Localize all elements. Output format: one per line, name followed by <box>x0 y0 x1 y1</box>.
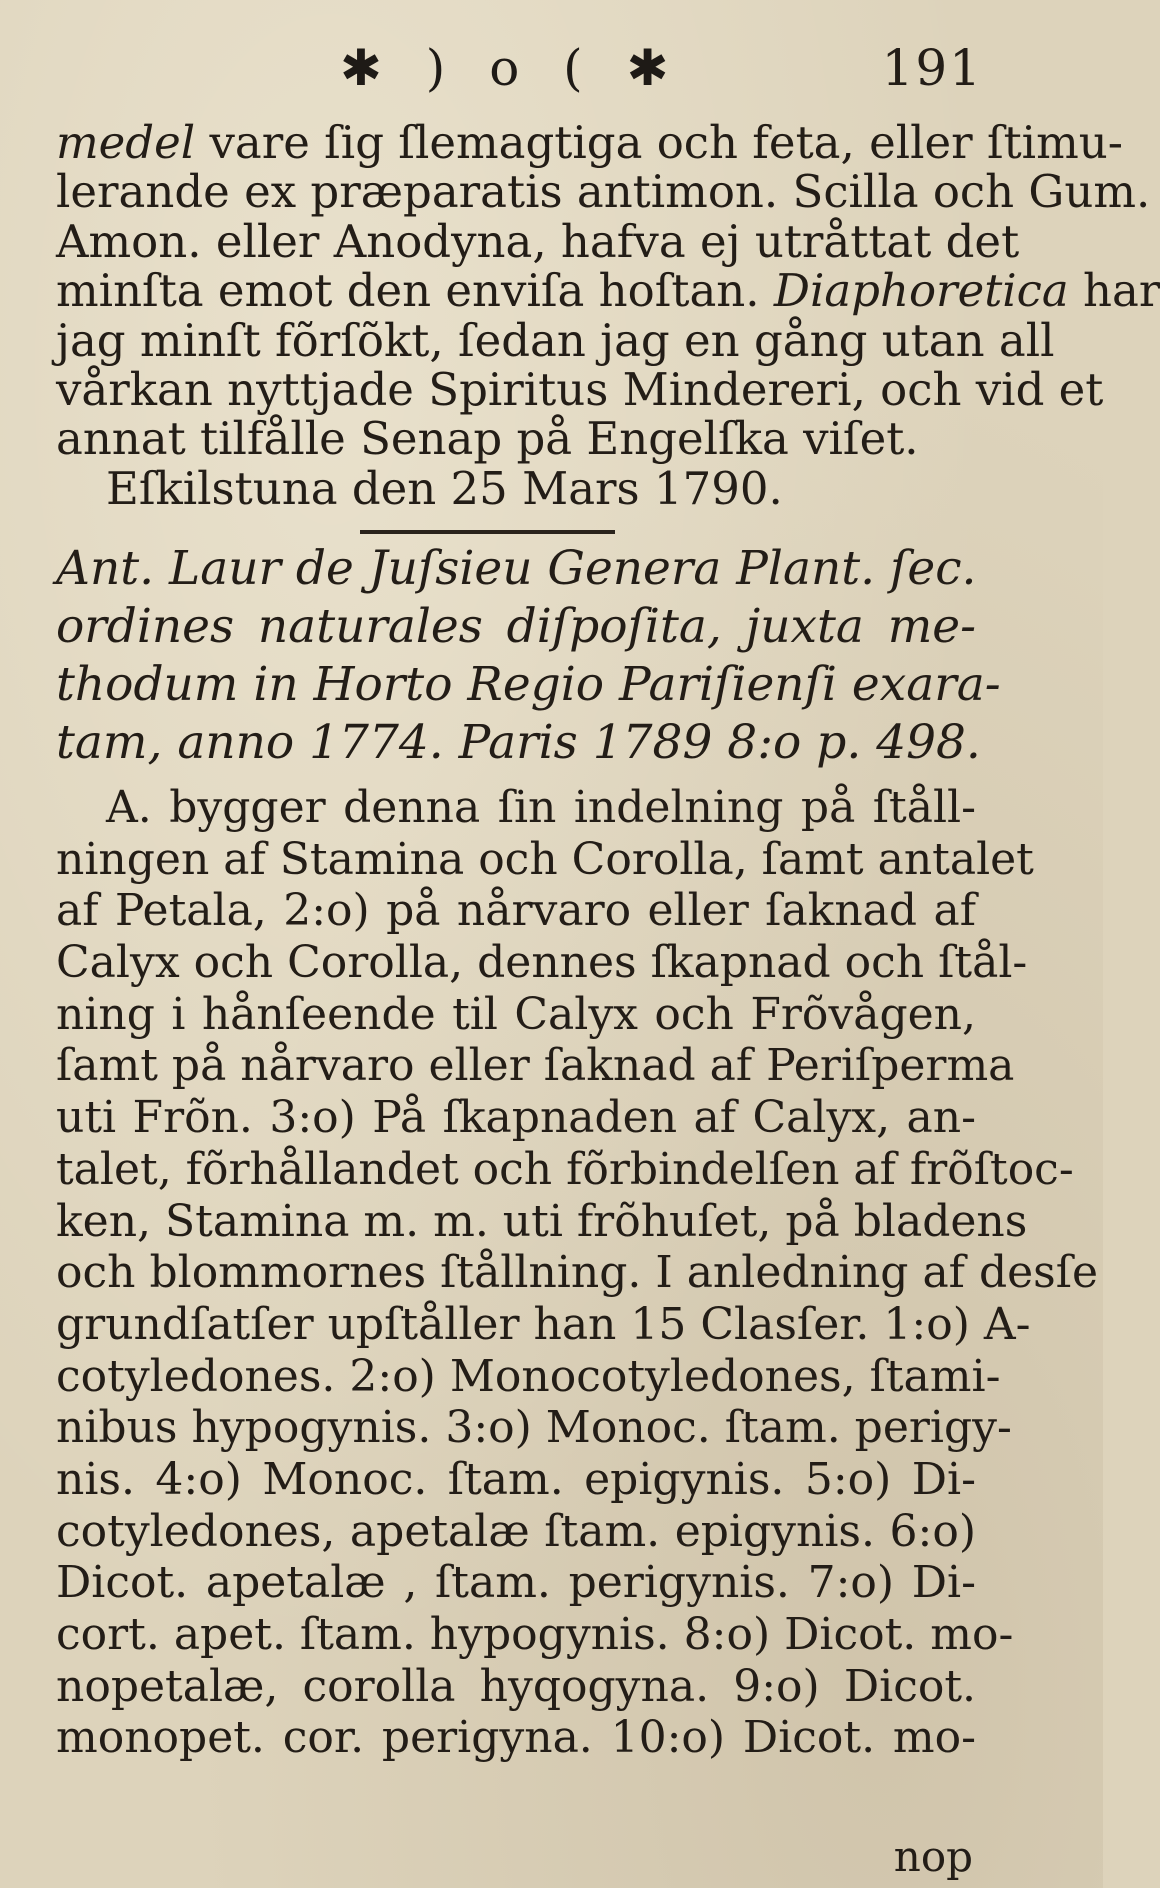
paragraph-2 <box>56 782 1099 1764</box>
text-line: nopetalæ, corolla hyqogyna. 9:o) Dicot. <box>56 1660 976 1712</box>
text-line: grundſatſer upſtåller han 15 Clasſer. 1:o) A- <box>56 1298 1031 1350</box>
text-line: cort. apet. ſtam. hypogynis. 8:o) Dicot. mo- <box>56 1609 1014 1660</box>
text-line: och blommornes ſtållning. I anledning af desſe <box>56 1247 1099 1299</box>
text-line: annat tilfålle Senap på Engelſka viſet. <box>56 412 919 466</box>
text-line: cotyledones, apetalæ ſtam. epigynis. 6:o) <box>56 1505 976 1557</box>
italic-word: Diaphoretica <box>773 264 1069 318</box>
text-line: medel vare ſig ſlemagtiga och feta, eller ſtimu- <box>56 116 1123 169</box>
text-line: uti Frõn. 3:o) På ſkapnaden af Calyx, an- <box>56 1092 976 1144</box>
text-line: Dicot. apetalæ , ſtam. perigynis. 7:o) Di- <box>56 1557 976 1609</box>
italic-word: medel <box>56 116 196 169</box>
paragraph-1 <box>56 116 1160 515</box>
text-line: ning i hånſeende til Calyx och Frõvågen, <box>56 988 976 1040</box>
section-divider <box>360 530 615 534</box>
header-ornament: ✱ ) o ( ✱ <box>340 39 683 97</box>
title-line: ordines naturales diſpoſita, juxta me- <box>56 599 976 654</box>
text-line: minſta emot den enviſa hoſtan. Diaphoretica har <box>56 264 1160 318</box>
text-line: ningen af Stamina och Corolla, ſamt antalet <box>56 833 1034 885</box>
text-line: cotyledones. 2:o) Monocotyledones, ſtami- <box>56 1350 1001 1402</box>
page-header <box>0 28 1103 98</box>
dateline: Eſkilstuna den 25 Mars 1790. <box>106 461 783 515</box>
text-line: jag minſt fõrſõkt, ſedan jag en gång utan all <box>56 313 1055 367</box>
title-line: thodum in Horto Regio Pariſienſi exara- <box>56 657 1001 712</box>
text-line: monopet. cor. perigyna. 10:o) Dicot. mo- <box>56 1712 976 1764</box>
text-line: Calyx och Corolla, dennes ſkapnad och ſtål- <box>56 937 1028 989</box>
text-line: ken, Stamina m. m. uti frõhuſet, på bladens <box>56 1195 1028 1247</box>
title-line: tam, anno 1774. Paris 1789 8:o p. 498. <box>56 715 981 770</box>
catchword: nop <box>893 1832 973 1881</box>
text-line: A. bygger denna ſin indelning på ſtåll- <box>106 782 976 833</box>
text-line: vårkan nyttjade Spiritus Mindereri, och vid et <box>56 362 1104 416</box>
text-line: ſamt på nårvaro eller ſaknad af Periſperma <box>56 1040 1015 1092</box>
text-line: lerande ex præparatis antimon. Scilla och Gum. <box>56 165 1151 219</box>
text-line: af Petala, 2:o) på nårvaro eller ſaknad af <box>56 885 976 937</box>
book-title-citation <box>56 540 1001 772</box>
text-line: nibus hypogynis. 3:o) Monoc. ſtam. perigy- <box>56 1402 1012 1454</box>
title-line: Ant. Laur de Juſsieu Genera Plant. ſec. <box>56 541 977 596</box>
text-line: talet, fõrhållandet och fõrbindelſen af frõſtoc- <box>56 1143 1074 1195</box>
text-line: Amon. eller Anodyna, hafva ej utråttat det <box>56 214 1020 268</box>
page-number: 191 <box>881 39 983 97</box>
text-line: nis. 4:o) Monoc. ſtam. epigynis. 5:o) Di- <box>56 1453 976 1505</box>
